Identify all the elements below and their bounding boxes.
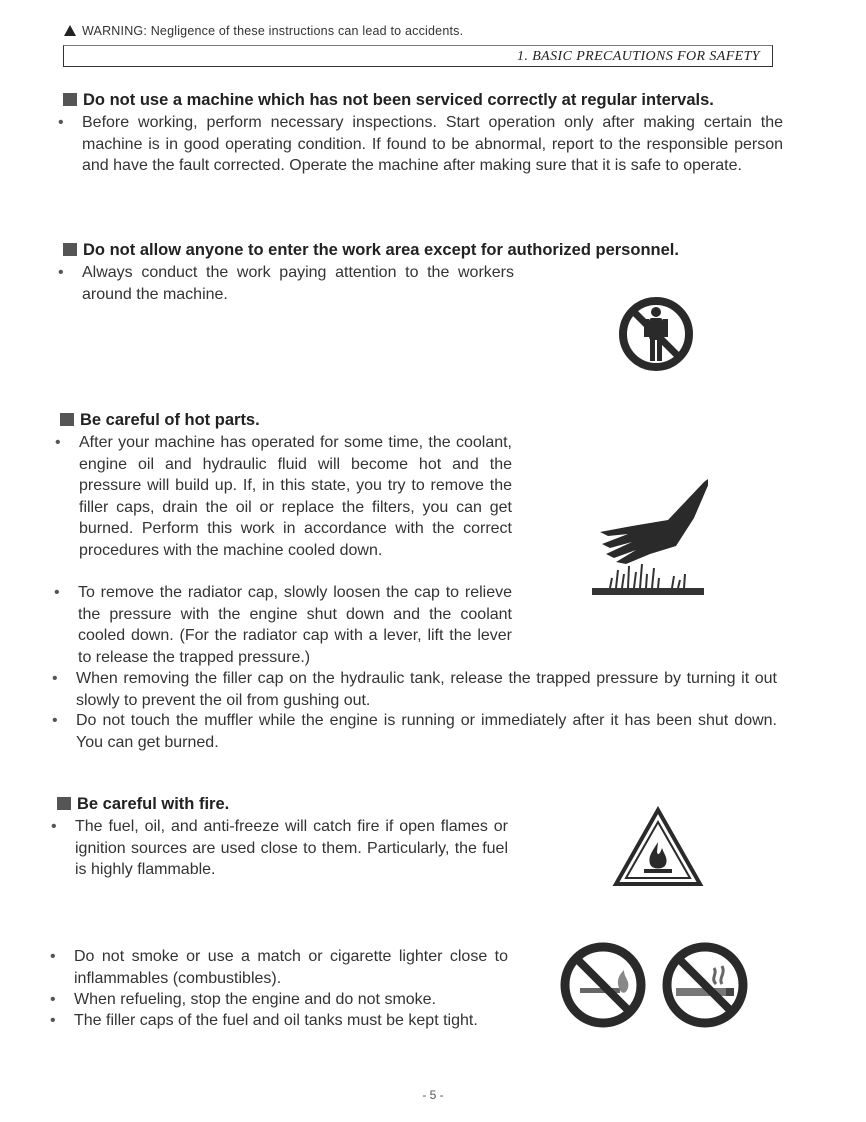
- bullet-item: • Do not smoke or use a match or cigarette lighter close to inflammables (combustibles).: [50, 948, 508, 987]
- no-smoking-icon: [660, 940, 750, 1030]
- bullet-item: • After your machine has operated for some time, the coolant, engine oil and hydraulic fluid will become hot and the pressure will build up. If, in this state, you try to remove the filler caps, drain the oil or replace the filters, you can get burned. Perform this work in accordance with the correct procedures with the machine cooled down.: [55, 434, 512, 559]
- flammable-warning-icon: [612, 806, 704, 888]
- section-title: 1. BASIC PRECAUTIONS FOR SAFETY: [517, 49, 760, 64]
- no-person-entry-icon: [610, 296, 702, 372]
- bullet-item: • Do not touch the muffler while the engine is running or immediately after it has been shut down. You can get burned.: [52, 712, 777, 751]
- warning-line: [64, 24, 463, 38]
- bullet-item: • To remove the radiator cap, slowly loosen the cap to relieve the pressure with the engine shut down and the coolant cooled down. (For the radiator cap with a lever, lift the lever to release the trapped pressure.): [54, 584, 512, 666]
- section-title-bar: [63, 45, 773, 67]
- warning-text: WARNING: Negligence of these instructions can lead to accidents.: [82, 24, 464, 38]
- bullet-item: • The fuel, oil, and anti-freeze will catch fire if open flames or ignition sources are used close to them. Particularly, the fuel is highly flammable.: [51, 818, 508, 878]
- no-open-flame-icon: [558, 940, 648, 1030]
- bullet-item: • The filler caps of the fuel and oil tanks must be kept tight.: [50, 1012, 478, 1029]
- page-number: - 5 -: [422, 1088, 444, 1102]
- bullet-item: • Before working, perform necessary inspections. Start operation only after making certain the machine is in good operating condition. If found to be abnormal, report to the responsible person and have the fault corrected. Operate the machine after making sure that it is safe to operate.: [58, 114, 783, 174]
- square-bullet-icon: [60, 413, 74, 426]
- bullet-item: • When refueling, stop the engine and do not smoke.: [50, 991, 437, 1008]
- hot-surface-hand-icon: [592, 474, 708, 596]
- square-bullet-icon: [63, 243, 77, 256]
- section-heading-hot-parts: Be careful of hot parts.: [60, 411, 260, 430]
- square-bullet-icon: [63, 93, 77, 106]
- bullet-item: • Always conduct the work paying attention to the workers around the machine.: [58, 264, 514, 303]
- square-bullet-icon: [57, 797, 71, 810]
- section-heading-fire: Be careful with fire.: [57, 795, 229, 814]
- bullet-item: • When removing the filler cap on the hydraulic tank, release the trapped pressure by turning it out slowly to prevent the oil from gushing out.: [52, 670, 777, 709]
- section-heading-work-area: Do not allow anyone to enter the work area except for authorized personnel.: [63, 241, 679, 260]
- section-heading-service: Do not use a machine which has not been serviced correctly at regular intervals.: [63, 91, 714, 110]
- warning-triangle-icon: [64, 25, 76, 36]
